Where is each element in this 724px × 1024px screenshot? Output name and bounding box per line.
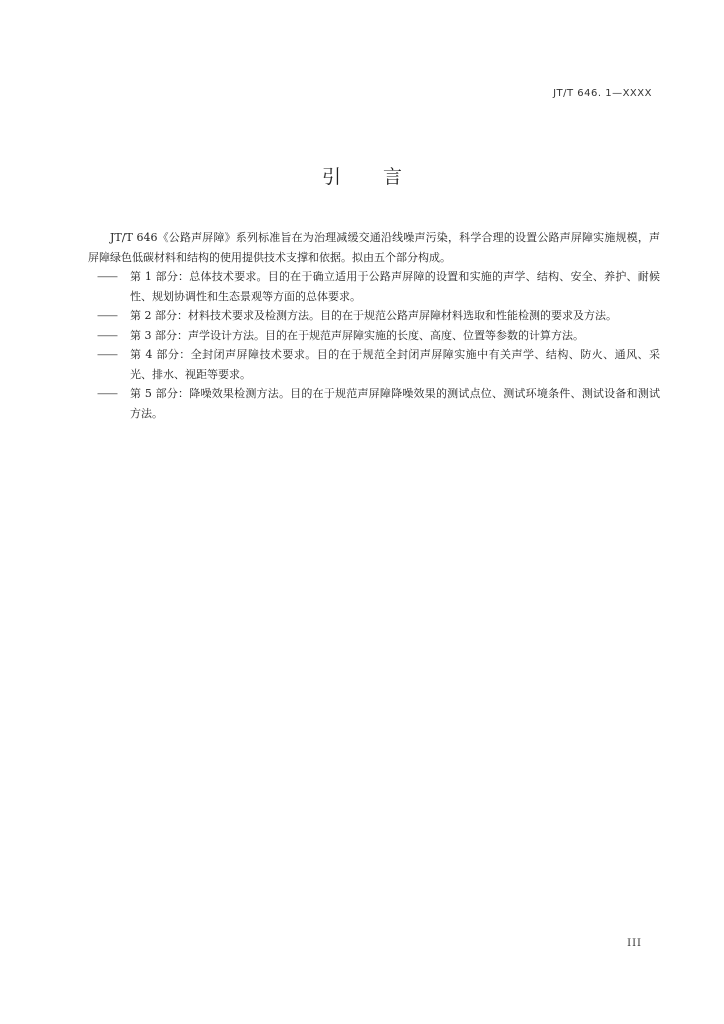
standard-code: JT/T 646. 1—XXXX (553, 88, 652, 99)
dash-marker: —— (97, 387, 117, 400)
page-title: 引 言 (321, 166, 421, 188)
list-item (88, 267, 660, 306)
part-text: 第 3 部分：声学设计方法。目的在于规范声屏障实施的长度、高度、位置等参数的计算方法。 (130, 328, 584, 342)
list-item (88, 306, 660, 326)
parts-list (88, 267, 660, 423)
page-number: III (627, 938, 642, 949)
list-item (88, 326, 660, 346)
dash-marker: —— (97, 270, 117, 283)
list-item (88, 384, 660, 423)
part-text: 第 5 部分：降噪效果检测方法。目的在于规范声屏障降噪效果的测试点位、测试环境条件、测试设备和测试方法。 (130, 387, 660, 420)
foreword-content (88, 228, 660, 423)
dash-marker: —— (97, 309, 117, 322)
part-text: 第 4 部分：全封闭声屏障技术要求。目的在于规范全封闭声屏障实施中有关声学、结构、防火、通风、采光、排水、视距等要求。 (130, 348, 660, 381)
dash-marker: —— (97, 348, 117, 361)
part-text: 第 1 部分：总体技术要求。目的在于确立适用于公路声屏障的设置和实施的声学、结构、安全、养护、耐候性、规划协调性和生态景观等方面的总体要求。 (130, 270, 660, 303)
part-text: 第 2 部分：材料技术要求及检测方法。目的在于规范公路声屏障材料选取和性能检测的要求及方法。 (130, 309, 617, 322)
intro-paragraph: JT/T 646《公路声屏障》系列标准旨在为治理减缓交通沿线噪声污染，科学合理的设置公路声屏障实施规模，声屏障绿色低碳材料和结构的使用提供技术支撑和依据。拟由五个部分构成。 (88, 231, 660, 264)
dash-marker: —— (97, 328, 117, 342)
list-item (88, 345, 660, 384)
